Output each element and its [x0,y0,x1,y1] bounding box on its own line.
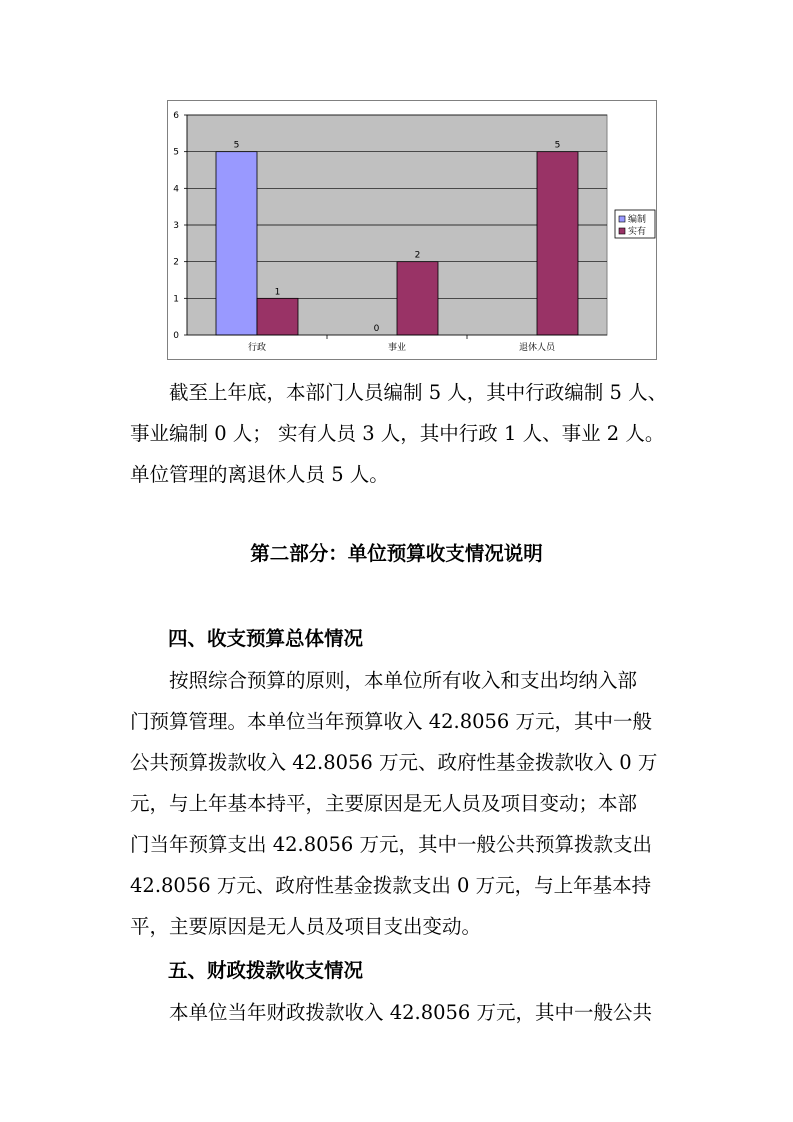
y-tick-label: 4 [173,184,179,195]
text-line: 本单位当年财政拨款收入 42.8056 万元，其中一般公共 [169,1001,653,1024]
data-label: 5 [233,140,240,151]
legend-swatch [619,216,625,222]
text-line: 单位管理的离退休人员 5 人。 [130,463,389,486]
section-4-paragraph [130,660,680,947]
section-5-heading: 五、财政拨款收支情况 [168,959,364,982]
text-line: 事业编制 0 人； 实有人员 3 人，其中行政 1 人、事业 2 人。 [130,422,665,445]
legend [615,210,655,238]
section-5-paragraph [130,992,680,1033]
legend-swatch [619,228,625,234]
text-line: 平，主要原因是无人员及项目支出变动。 [130,915,482,938]
part-title: 第二部分：单位预算收支情况说明 [250,542,543,565]
data-label: 2 [414,250,421,261]
y-tick-label: 0 [173,331,179,341]
staffing-bar-chart [167,100,657,360]
text-line: 门预算管理。本单位当年预算收入 42.8056 万元，其中一般 [130,710,653,733]
y-tick-label: 1 [173,294,179,305]
text-line: 公共预算拨款收入 42.8056 万元、政府性基金拨款收入 0 万 [130,751,658,774]
staff-summary-paragraph [130,372,680,495]
text-line: 元，与上年基本持平，主要原因是无人员及项目变动；本部 [130,792,638,815]
y-tick-label: 3 [173,221,179,231]
x-tick-label: 退休人员 [518,343,556,353]
legend-label: 实有 [628,227,647,237]
text-line: 门当年预算支出 42.8056 万元，其中一般公共预算拨款支出 [130,833,653,856]
text-line: 42.8056 万元、政府性基金拨款支出 0 万元，与上年基本持 [130,874,652,897]
data-label: 5 [554,140,561,151]
legend-label: 编制 [628,215,647,225]
y-tick-label: 2 [173,257,179,268]
y-tick-label: 5 [173,147,179,158]
x-tick-label: 行政 [247,343,267,353]
text-line: 截至上年底，本部门人员编制 5 人，其中行政编制 5 人、 [169,381,668,404]
bar [257,298,298,335]
section-4-heading: 四、收支预算总体情况 [168,627,364,650]
x-tick-label: 事业 [387,343,407,353]
bar [216,152,257,335]
text-line: 按照综合预算的原则，本单位所有收入和支出均纳入部 [169,669,638,692]
bar [537,152,578,335]
y-tick-label: 6 [173,111,179,121]
data-label: 0 [373,324,380,334]
bar [397,262,438,335]
data-label: 1 [274,287,281,298]
